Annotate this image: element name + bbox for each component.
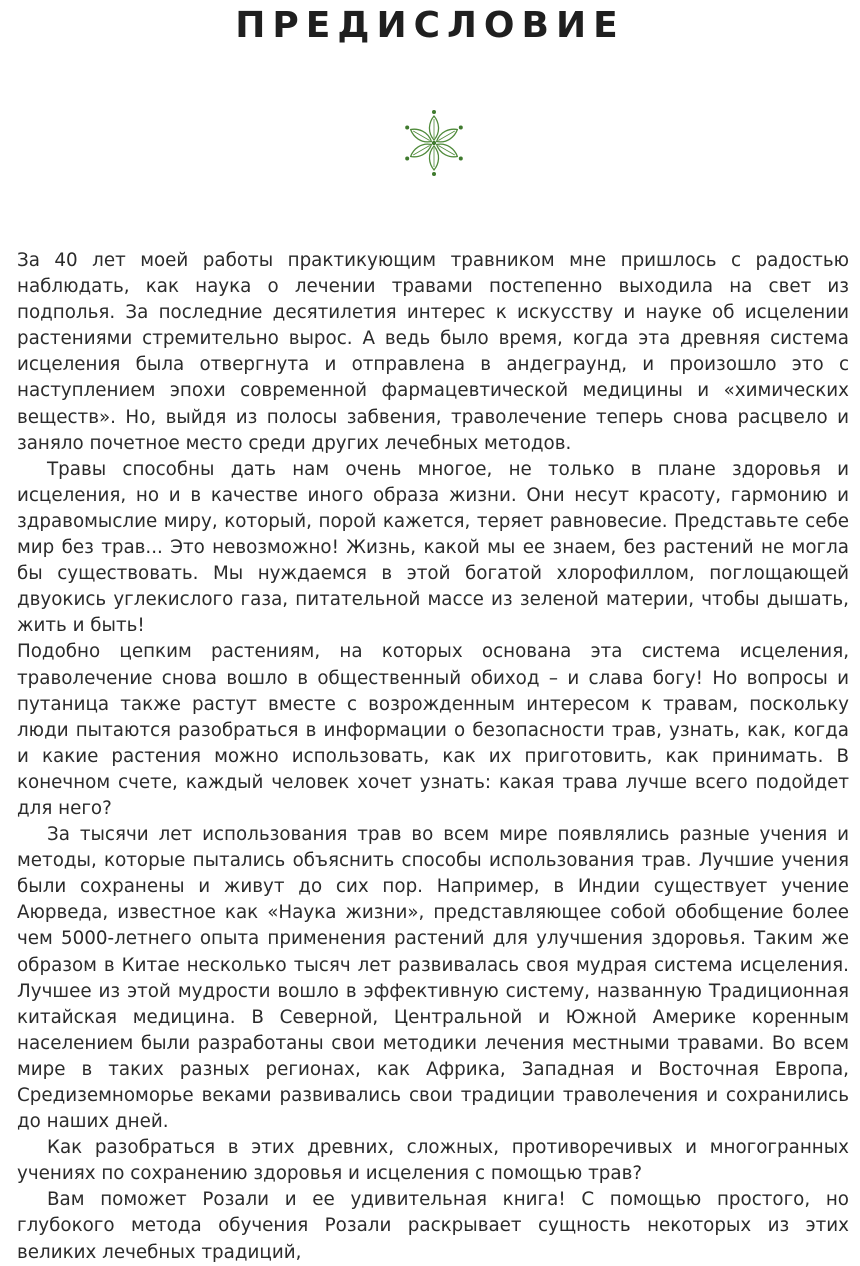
page-title: ПРЕДИСЛОВИЕ [235,5,625,46]
preface-body [17,248,849,1266]
paragraph-6: Вам поможет Розали и ее удивительная книга! С помощью простого, но глубокого метода обучения Розали раскрывает сущность некоторых из этих великих лечебных традиций, [17,1189,849,1263]
paragraph-3: Подобно цепким растениям, на которых основана эта система исцеления, траволечение снова вошло в общественный обиход – и слава богу! Но вопросы и путаница также растут вместе с возрожденным интересом к травам, поскольку люди пытаются разобраться в информации о безопасности трав, узнать, как, когда и какие растения можно использовать, как их приготовить, как принимать. В конечном счете, каждый человек хочет узнать: какая трава лучше всего подойдет для него? [17,641,849,819]
leaf-flower-ornament-icon [401,110,467,176]
paragraph-1: За 40 лет моей работы практикующим травником мне пришлось с радостью наблюдать, как наука о лечении травами постепенно выходила на свет из подполья. За последние десятилетия интерес к искусству и науке об исцелении растениями стремительно вырос. А ведь было время, когда эта древняя система исцеления была отвергнута и отправлена в андеграунд, и произошло это с наступлением эпохи современной фармацевтической медицины и «химических веществ». Но, выйдя из полосы забвения, траволечение теперь снова расцвело и заняло почетное место среди других лечебных методов. [17,250,849,454]
paragraph-4: За тысячи лет использования трав во всем мире появлялись разные учения и методы, которые пытались объяснить способы использования трав. Лучшие учения были сохранены и живут до сих пор. Например, в Индии существует учение Аюрведа, известное как «Наука жизни», представляющее собой обобщение более чем 5000-летнего опыта применения растений для улучшения здоровья. Таким же образом в Китае несколько тысяч лет развивалась своя мудрая система исцеления. Лучшее из этой мудрости вошло в эффективную систему, названную Традиционная китайская медицина. В Северной, Центральной и Южной Америке коренным населением были разработаны свои методики лечения местными травами. Во всем мире в таких разных регионах, как Африка, Западная и Восточная Европа, Средиземноморье веками развивались свои традиции траволечения и сохранились до наших дней. [17,824,849,1133]
paragraph-2: Травы способны дать нам очень многое, не только в плане здоровья и исцеления, но и в качестве иного образа жизни. Они несут красоту, гармонию и здравомыслие миру, который, порой кажется, теряет равновесие. Представьте себе мир без трав... Это невозможно! Жизнь, какой мы ее знаем, без растений не могла бы существовать. Мы нуждаемся в этой богатой хлорофиллом, поглощающей двуокись углекислого газа, питательной массе из зеленой материи, чтобы дышать, жить и быть! [17,458,849,637]
paragraph-5: Как разобраться в этих древних, сложных, противоречивых и многогранных учениях по сохранению здоровья и исцеления с помощью трав? [17,1137,849,1185]
